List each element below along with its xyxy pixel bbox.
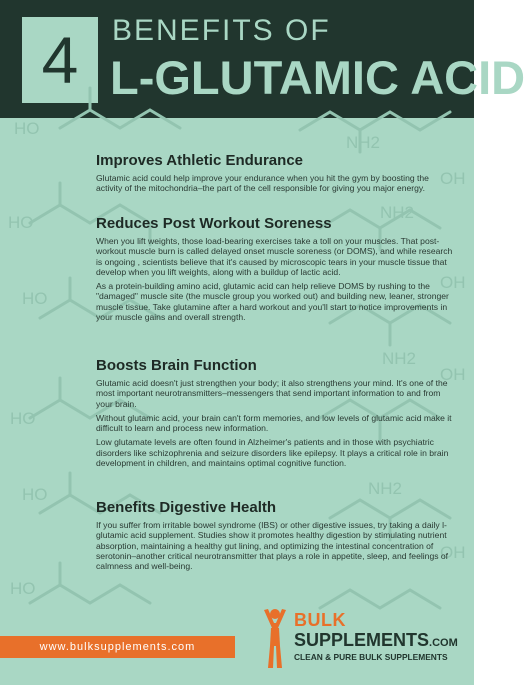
section-digestive-health	[96, 499, 454, 571]
logo-bulk-text: BULK	[294, 610, 346, 630]
molecule-label: HO	[22, 485, 48, 504]
molecule-label: NH2	[368, 479, 403, 498]
logo-supplements-word: SUPPLEMENTS	[294, 630, 430, 650]
section-paragraph: Low glutamate levels are often found in Alzheimer's patients and in those with psychiatric disorders like schizophrenia and seizure disorders like epilepsy. It plays a critical role in brain development in children, and maintains optimal cognitive function.	[96, 437, 449, 469]
logo-com-text: .COM	[429, 637, 458, 649]
molecule-label: HO	[14, 119, 40, 138]
title-line-1: BENEFITS OF	[112, 14, 331, 47]
logo-supplements-text	[294, 630, 458, 651]
section-brain-function	[96, 357, 454, 468]
molecule-label: OH	[440, 365, 466, 384]
section-paragraph: Glutamic acid could help improve your endurance when you hit the gym by boosting the activity of the mitochondria–the part of the cell responsible for giving you major energy.	[96, 173, 429, 194]
molecule-label: HO	[8, 213, 34, 232]
header-banner	[0, 0, 525, 118]
molecule-label: NH2	[382, 349, 417, 368]
footer-url-bar	[0, 636, 235, 658]
section-title: Benefits Digestive Health	[96, 499, 277, 516]
molecule-label: NH2	[346, 133, 381, 152]
section-workout-soreness	[96, 215, 454, 322]
molecule-label: HO	[22, 289, 48, 308]
section-title: Reduces Post Workout Soreness	[96, 215, 332, 232]
molecule-label: OH	[440, 543, 466, 562]
bulksupplements-logo	[262, 600, 462, 680]
athlete-figure-icon	[262, 608, 288, 670]
website-link[interactable]: www.bulksupplements.com	[39, 641, 196, 653]
section-paragraph: If you suffer from irritable bowel syndrome (IBS) or other digestive issues, try taking a daily l-glutamic acid supplement. Studies show it promotes healthy digestion by stimulating nutrient absorption, maintaining a healthy gut lining, and optimizing the intestinal concentration of serotonin–another critical neurotransmitter that plays a role in appetite, sleep, and feelings of calmness and well-being.	[96, 520, 449, 572]
section-paragraph: Without glutamic acid, your brain can't form memories, and low levels of glutamic acid make it difficult to learn and process new information.	[96, 412, 452, 434]
molecule-label: NH2	[380, 203, 415, 222]
logo-tagline: CLEAN & PURE BULK SUPPLEMENTS	[294, 652, 448, 662]
benefit-count: 4	[41, 23, 79, 97]
section-athletic-endurance	[96, 152, 454, 194]
molecule-label: HO	[10, 579, 36, 598]
molecule-label: HO	[10, 409, 36, 428]
section-title: Boosts Brain Function	[96, 357, 257, 374]
section-paragraph: When you lift weights, those load-bearing exercises take a toll on your muscles. That post-workout muscle burn is called delayed onset muscle soreness (or DOMS), and while research is ongoing , scientists believe that it's caused by microscopic tears in your muscle tissue that develop when you lift weights, along with a buildup of lactic acid.	[96, 236, 453, 277]
section-paragraph: As a protein-building amino acid, glutamic acid can help relieve DOMS by rushing to the "damaged" muscle site (the muscle group you worked out) and building new, leaner, stronger muscle tissue. Take glutamine after a hard workout and you'll start to notice improvements in your muscle gains and overall strength.	[96, 281, 449, 323]
section-title: Improves Athletic Endurance	[96, 152, 303, 169]
molecule-label: OH	[440, 273, 466, 292]
number-badge	[22, 17, 98, 103]
section-paragraph: Glutamic acid doesn't just strengthen your body; it also strengthens your mind. It's one of the most important neurotransmitters–messengers that send important information to and from your brain.	[96, 378, 448, 409]
molecule-label: OH	[440, 169, 466, 188]
title-line-2: L-GLUTAMIC ACID	[110, 51, 525, 104]
